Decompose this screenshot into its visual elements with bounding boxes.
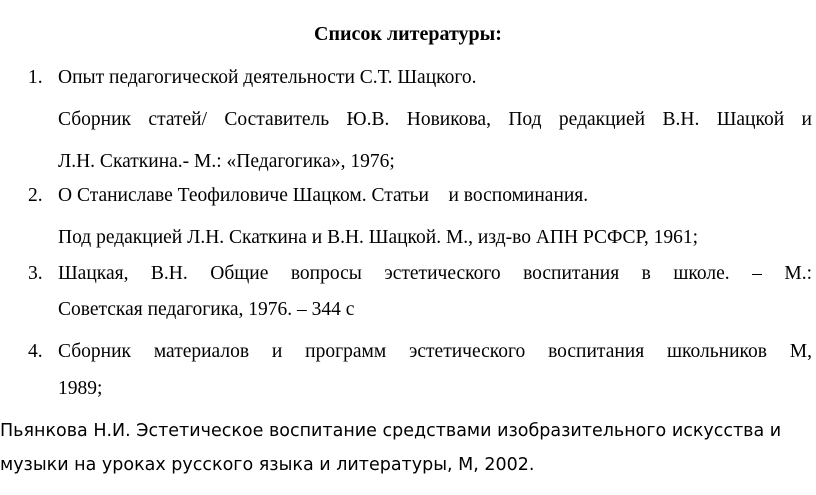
list-item-2-line-2: Под редакцией Л.Н. Скаткина и В.Н. Шацкой. М., изд-во АПН РСФСР, 1961; — [58, 227, 699, 248]
list-item-4-line-1: Сборник материалов и программ эстетического воспитания школьников М, — [58, 341, 812, 362]
list-item-1-line-1: Опыт педагогической деятельности С.Т. Шацкого. — [58, 67, 477, 88]
list-number-2: 2. — [28, 185, 43, 206]
list-number-1: 1. — [28, 67, 43, 88]
list-item-4-line-2: 1989; — [58, 378, 103, 399]
list-item-3-line-1: Шацкая, В.Н. Общие вопросы эстетического воспитания в школе. – М.: — [58, 263, 812, 284]
list-item-1-line-2: Сборник статей/ Составитель Ю.В. Новикова, Под редакцией В.Н. Шацкой и — [58, 109, 812, 130]
extra-reference-line-1: Пьянкова Н.И. Эстетическое воспитание средствами изобразительного искусства и — [0, 421, 782, 441]
list-item-2-line-1: О Станиславе Теофиловиче Шацком. Статьи и воспоминания. — [58, 185, 589, 206]
list-number-4: 4. — [28, 341, 43, 362]
extra-reference-line-2: музыки на уроках русского языка и литературы, М, 2002. — [0, 455, 535, 475]
page-title: Список литературы: — [314, 23, 502, 45]
list-number-3: 3. — [28, 263, 43, 284]
list-item-1-line-3: Л.Н. Скаткина.- М.: «Педагогика», 1976; — [58, 151, 395, 172]
list-item-3-line-2: Советская педагогика, 1976. – 344 с — [58, 299, 355, 320]
